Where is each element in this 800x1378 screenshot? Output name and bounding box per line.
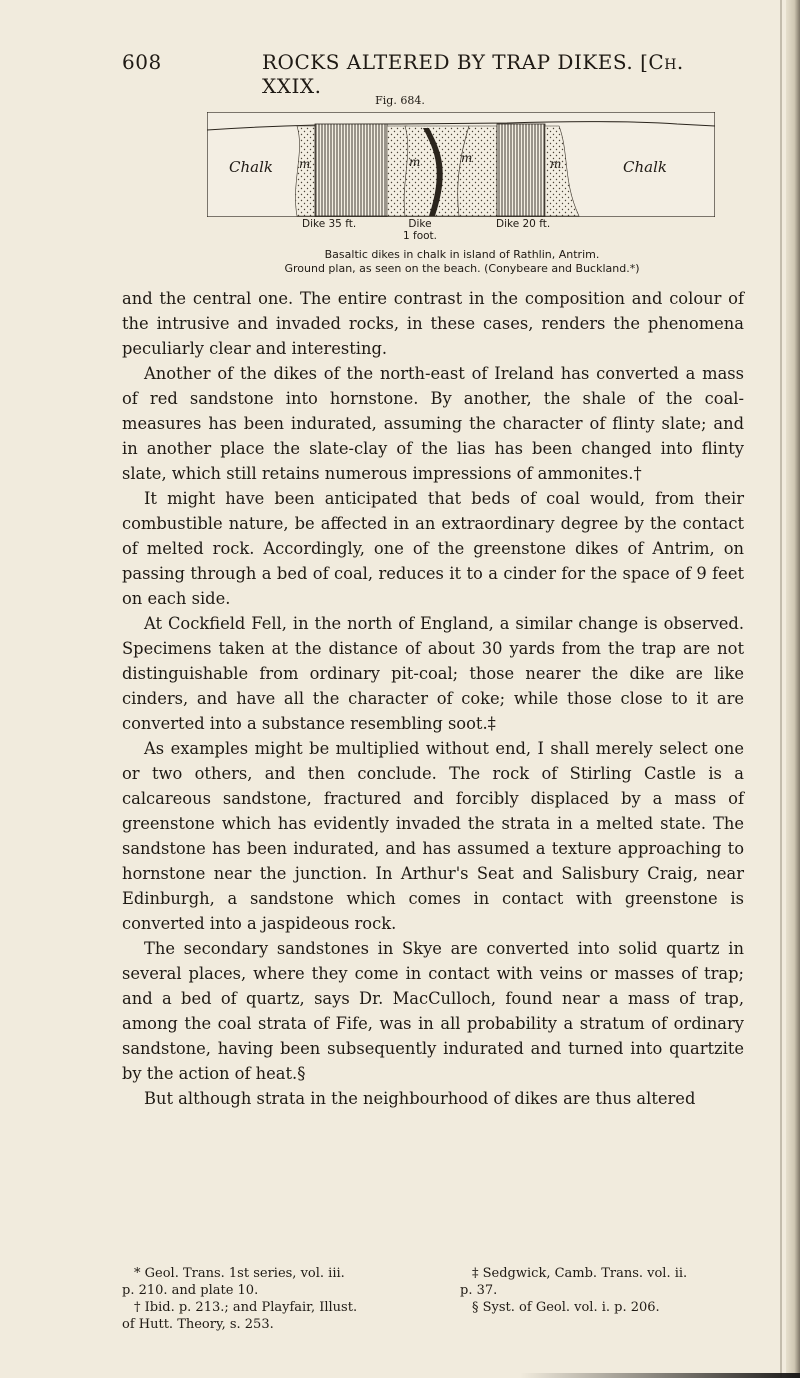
page-number: 608	[122, 50, 162, 74]
dike-1-label-line2: 1 foot.	[402, 230, 438, 242]
m-label-4: m	[550, 157, 562, 171]
page-fold-line	[780, 0, 782, 1378]
dike-35ft	[315, 124, 387, 216]
paragraph-4: At Cockfield Fell, in the north of England, a similar change is observed. Specimens taken at the distance of about 30 yards from the trap are not distinguishable from ordinary pit-coal; those nearer the dike are like cinders, and have all the character of coke; while those close to it are converted into a substance resembling soot.‡	[122, 614, 744, 733]
m-label-3: m	[461, 151, 473, 165]
dike-1-label-line1: Dike	[408, 218, 432, 230]
footnote-star-2: p. 210. and plate 10.	[122, 1283, 259, 1298]
chalk-right-label: Chalk	[623, 158, 667, 176]
dike-ground-plan-figure	[207, 112, 715, 217]
paragraph-5: As examples might be multiplied without end, I shall merely select one or two others, and then conclude. The rock of Stirling Castle is a calcareous sandstone, fractured and forcibly displaced by a mass of greenstone which has evidently invaded the strata in a melted state. The sandstone has been indurated, and has assumed a texture approaching to hornstone near the junction. In Arthur's Seat and Salisbury Craig, near Edinburgh, a sandstone which comes in contact with greenstone is converted into a jaspideous rock.	[122, 739, 744, 933]
footnotes-right	[460, 1265, 750, 1316]
footnotes-left	[122, 1265, 452, 1333]
paragraph-6: The secondary sandstones in Skye are converted into solid quartz in several places, where they come in contact with veins or masses of trap; and a bed of quartz, says Dr. MacCulloch, found near a mass of trap, among the coal strata of Fife, was in all probability a stratum of ordinary sandstone, having been subsequently indurated and turned into quartzite by the action of heat.§	[122, 939, 744, 1083]
dike-35-label: Dike 35 ft.	[302, 218, 357, 230]
chalk-left-label: Chalk	[229, 158, 273, 176]
figure-caption-line1: Basaltic dikes in chalk in island of Rathlin, Antrim.	[324, 248, 600, 261]
footnote-ddagger-2: p. 37.	[460, 1283, 498, 1298]
dike-20ft	[497, 124, 545, 216]
body-text	[122, 286, 744, 1111]
running-title: ROCKS ALTERED BY TRAP DIKES. [Ch. XXIX.	[262, 50, 684, 98]
footnote-dagger-1: † Ibid. p. 213.; and Playfair, Illust.	[134, 1300, 358, 1315]
paragraph-2: Another of the dikes of the north-east of Ireland has converted a mass of red sandstone into hornstone. By another, the shale of the coal-measures has been indurated, assuming the character of flinty slate; and in another place the slate-clay of the lias has been changed into flinty slate, which still retains numerous impressions of ammonites.†	[122, 364, 744, 483]
figure-label: Fig. 684.	[375, 94, 425, 107]
paragraph-7: But although strata in the neighbourhood of dikes are thus altered	[144, 1089, 696, 1108]
footnote-ddagger-1: ‡ Sedgwick, Camb. Trans. vol. ii.	[472, 1266, 688, 1281]
dike-20-label: Dike 20 ft.	[496, 218, 551, 230]
dike-1-label	[395, 218, 445, 242]
m-label-2: m	[409, 155, 421, 169]
footnote-section: § Syst. of Geol. vol. i. p. 206.	[472, 1300, 660, 1315]
paragraph-3: It might have been anticipated that beds of coal would, from their combustible nature, be affected in an extraordinary degree by the contact of melted rock. Accordingly, one of the greenstone dikes of Antrim, on passing through a bed of coal, reduces it to a cinder for the space of 9 feet on each side.	[122, 489, 744, 608]
m-label-1: m	[299, 157, 311, 171]
page-edge-shadow	[786, 0, 800, 1378]
running-header	[122, 50, 742, 98]
paragraph-1: and the central one. The entire contrast in the composition and colour of the intrusive and invaded rocks, in these cases, renders the phenomena peculiarly clear and interesting.	[122, 289, 744, 358]
page-bottom-shadow	[520, 1373, 800, 1378]
figure-caption-line2: Ground plan, as seen on the beach. (Conybeare and Buckland.*)	[284, 262, 640, 275]
footnote-star-1: * Geol. Trans. 1st series, vol. iii.	[134, 1266, 345, 1281]
footnote-dagger-2: of Hutt. Theory, s. 253.	[122, 1317, 274, 1332]
